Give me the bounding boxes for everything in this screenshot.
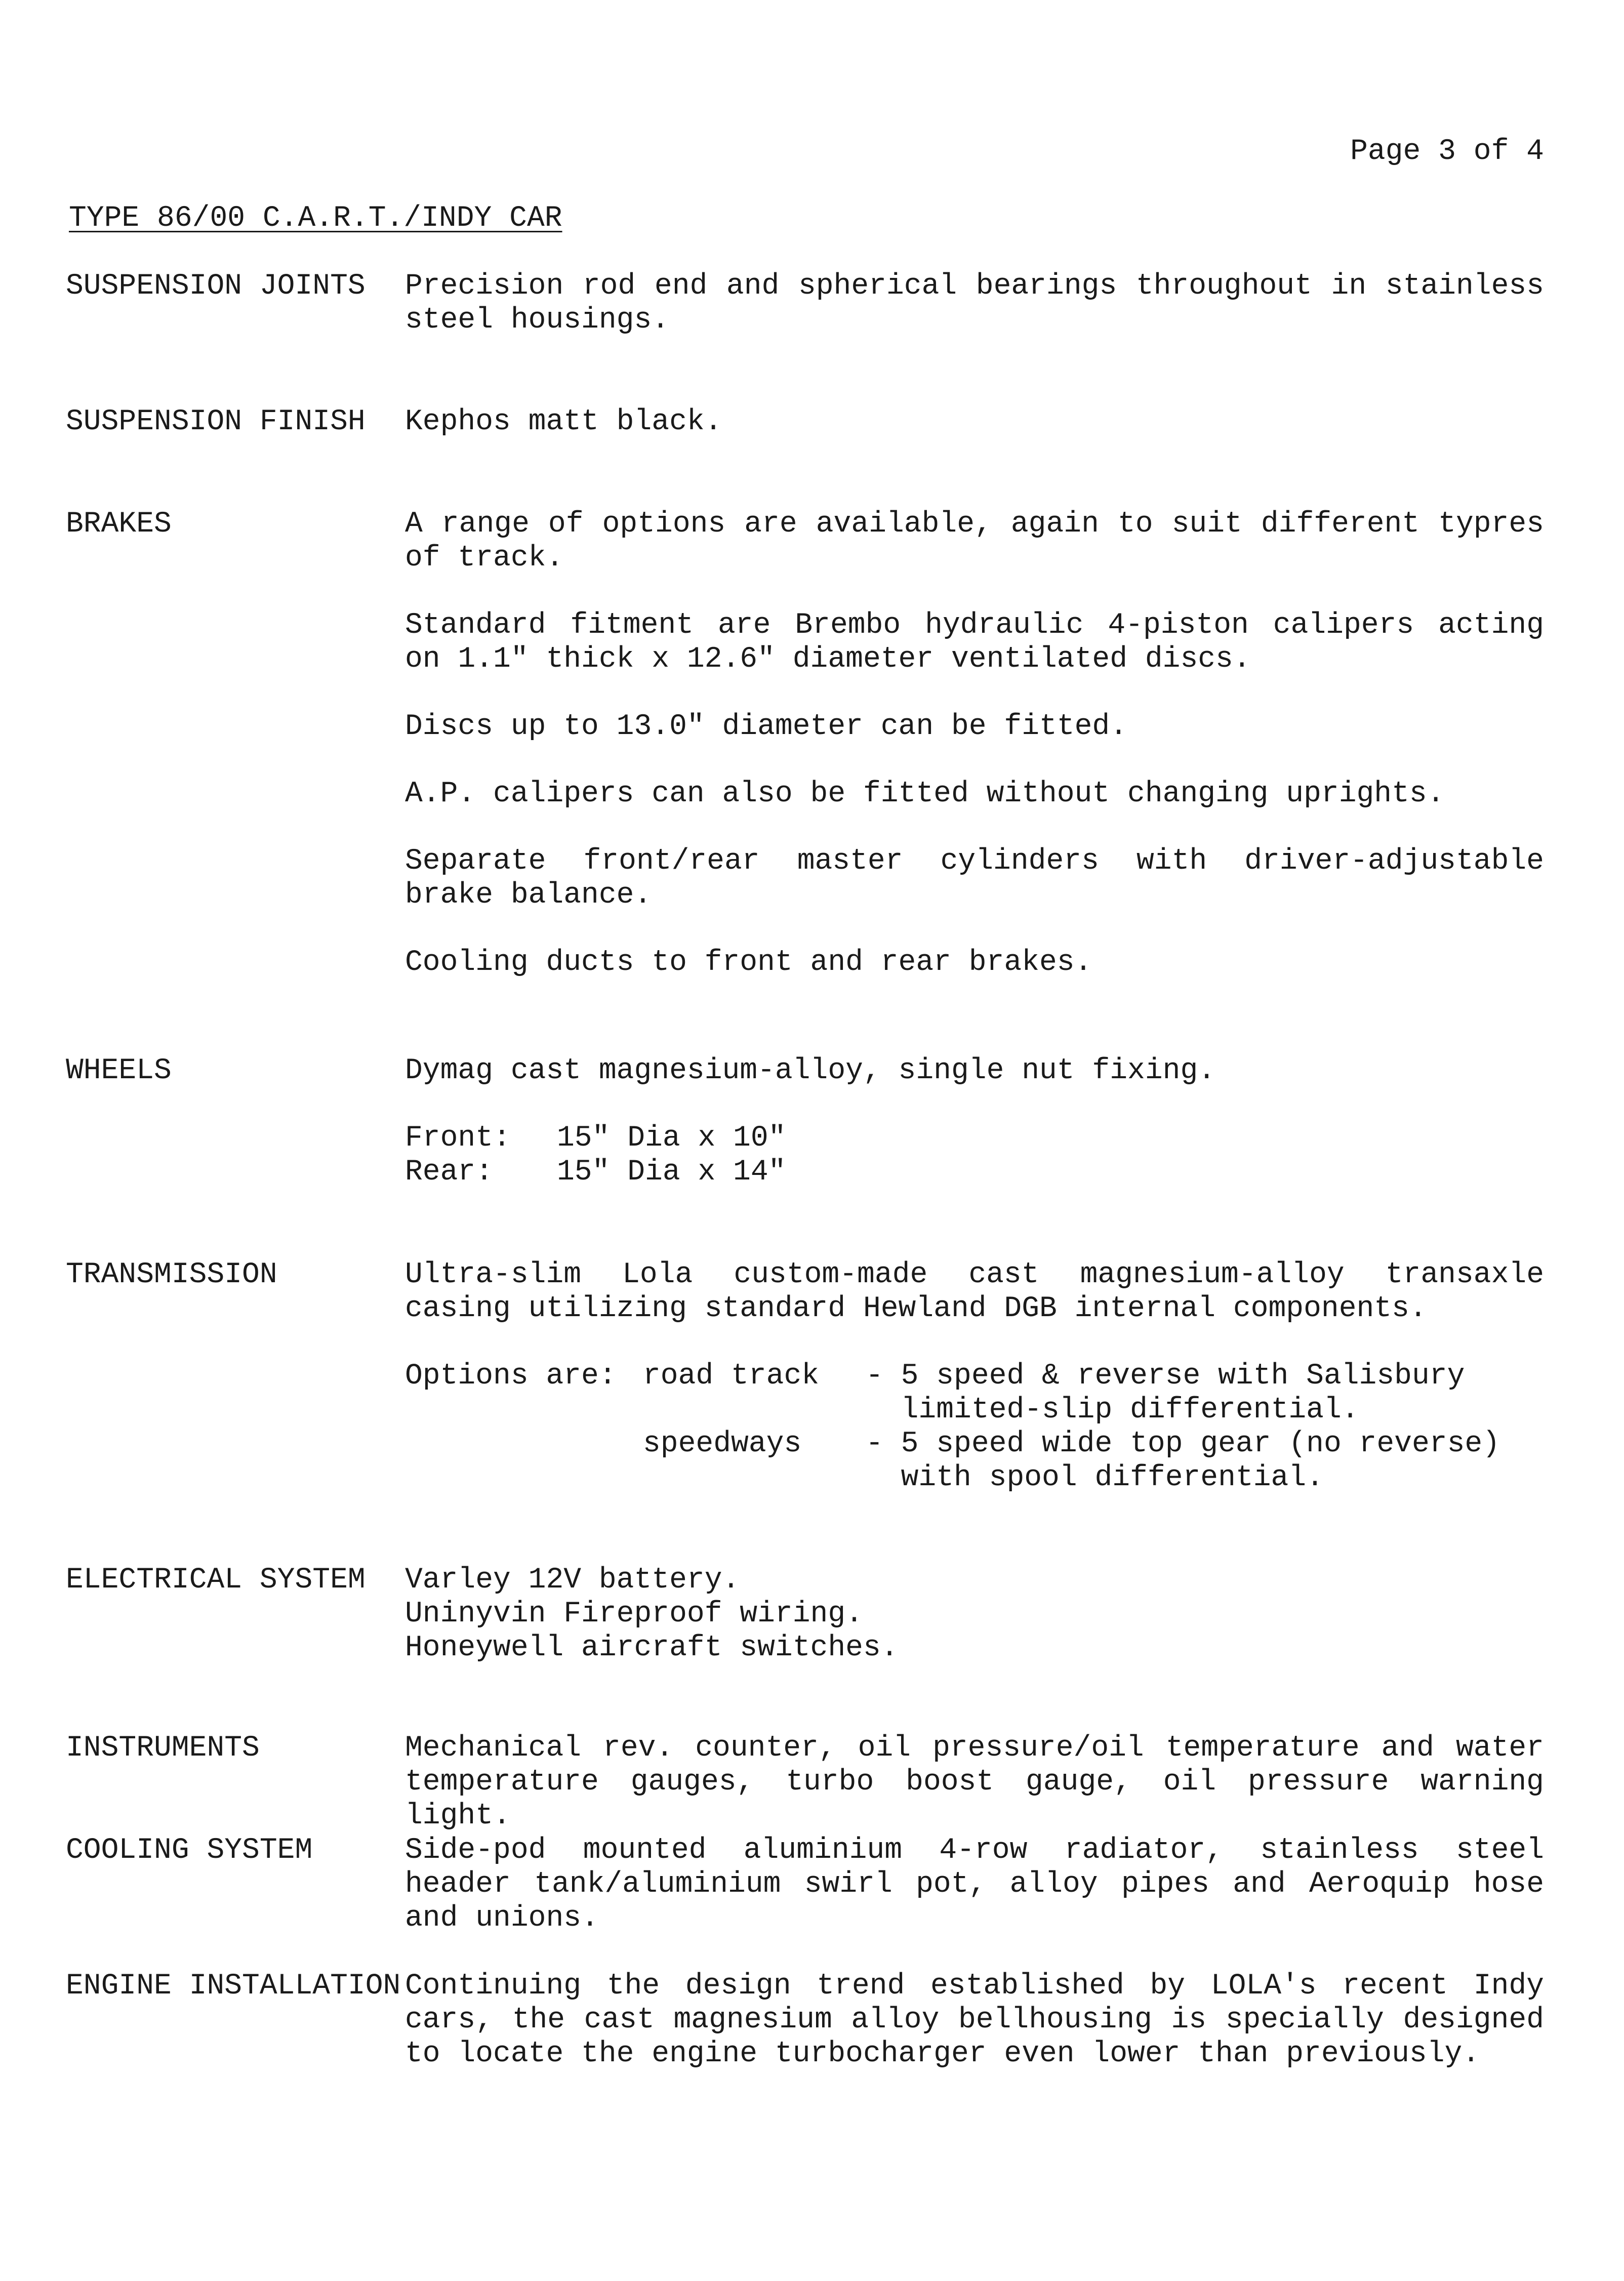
section-body [405, 1563, 1544, 1665]
section-body [405, 507, 1544, 980]
section-label: ELECTRICAL SYSTEM [66, 1564, 366, 1597]
section-body [405, 1834, 1544, 1935]
section-label: SUSPENSION JOINTS [66, 270, 366, 303]
transmission-options [405, 1359, 1544, 1495]
section-label: SUSPENSION FINISH [66, 405, 366, 438]
wheel-size-row [405, 1155, 1544, 1189]
paragraph [405, 1563, 1544, 1665]
text-line: Uninyvin Fireproof wiring. [405, 1598, 863, 1631]
section-body [405, 1969, 1544, 2071]
options-label: Options are: [405, 1360, 617, 1393]
paragraph: Kephos matt black. [405, 405, 722, 438]
option-detail: limited-slip differential. [866, 1394, 1359, 1427]
section-label: COOLING SYSTEM [66, 1834, 313, 1867]
option-detail: - 5 speed wide top gear (no reverse) [866, 1428, 1500, 1460]
paragraph: Cooling ducts to front and rear brakes. [405, 946, 1092, 979]
section-label: BRAKES [66, 508, 172, 541]
paragraph: A range of options are available, again to suit different typres of track. [405, 508, 1544, 575]
section-body [405, 269, 1544, 337]
paragraph: Ultra-slim Lola custom-made cast magnesium-alloy transaxle casing utilizing standard Hewland DGB internal components. [405, 1258, 1544, 1325]
paragraph: Precision rod end and spherical bearings throughout in stainless steel housings. [405, 270, 1544, 337]
section-body [405, 1258, 1544, 1495]
option-type: road track [643, 1360, 820, 1393]
paragraph: Mechanical rev. counter, oil pressure/oil temperature and water temperature gauges, turbo boost gauge, oil pressure warning light. [405, 1732, 1544, 1832]
section-label: WHEELS [66, 1054, 172, 1087]
option-detail: with spool differential. [866, 1461, 1324, 1494]
section-label: TRANSMISSION [66, 1258, 277, 1291]
wheel-position: Front: [405, 1122, 511, 1155]
paragraph: Dymag cast magnesium-alloy, single nut fixing. [405, 1054, 1216, 1087]
section-label: INSTRUMENTS [66, 1732, 260, 1765]
option-type: speedways [643, 1428, 802, 1460]
section-body [405, 405, 1544, 439]
section-label: ENGINE INSTALLATION [66, 1970, 401, 2003]
section-body [405, 1054, 1544, 1189]
paragraph: Standard fitment are Brembo hydraulic 4-piston calipers acting on 1.1" thick x 12.6" diameter ventilated discs. [405, 609, 1544, 676]
wheel-size: 15" Dia x 14" [557, 1156, 786, 1189]
option-detail: - 5 speed & reverse with Salisbury [866, 1360, 1465, 1393]
page-number: Page 3 of 4 [1350, 135, 1544, 168]
section-body [405, 1731, 1544, 1833]
paragraph: A.P. calipers can also be fitted without changing uprights. [405, 778, 1445, 810]
text-line: Varley 12V battery. [405, 1564, 740, 1597]
wheel-sizes [405, 1121, 1544, 1189]
wheel-position: Rear: [405, 1156, 494, 1189]
paragraph: Continuing the design trend established by LOLA's recent Indy cars, the cast magnesium alloy bellhousing is specially designed to locate the engine turbocharger even lower than previously. [405, 1970, 1544, 2070]
paragraph: Side-pod mounted aluminium 4-row radiator, stainless steel header tank/aluminium swirl pot, alloy pipes and Aeroquip hose and unions. [405, 1834, 1544, 1935]
wheel-size-row [405, 1121, 1544, 1155]
text-line: Honeywell aircraft switches. [405, 1632, 899, 1664]
wheel-size: 15" Dia x 10" [557, 1122, 786, 1155]
paragraph: Discs up to 13.0" diameter can be fitted. [405, 710, 1128, 743]
paragraph: Separate front/rear master cylinders with driver-adjustable brake balance. [405, 845, 1544, 912]
document-title: TYPE 86/00 C.A.R.T./INDY CAR [69, 202, 562, 235]
